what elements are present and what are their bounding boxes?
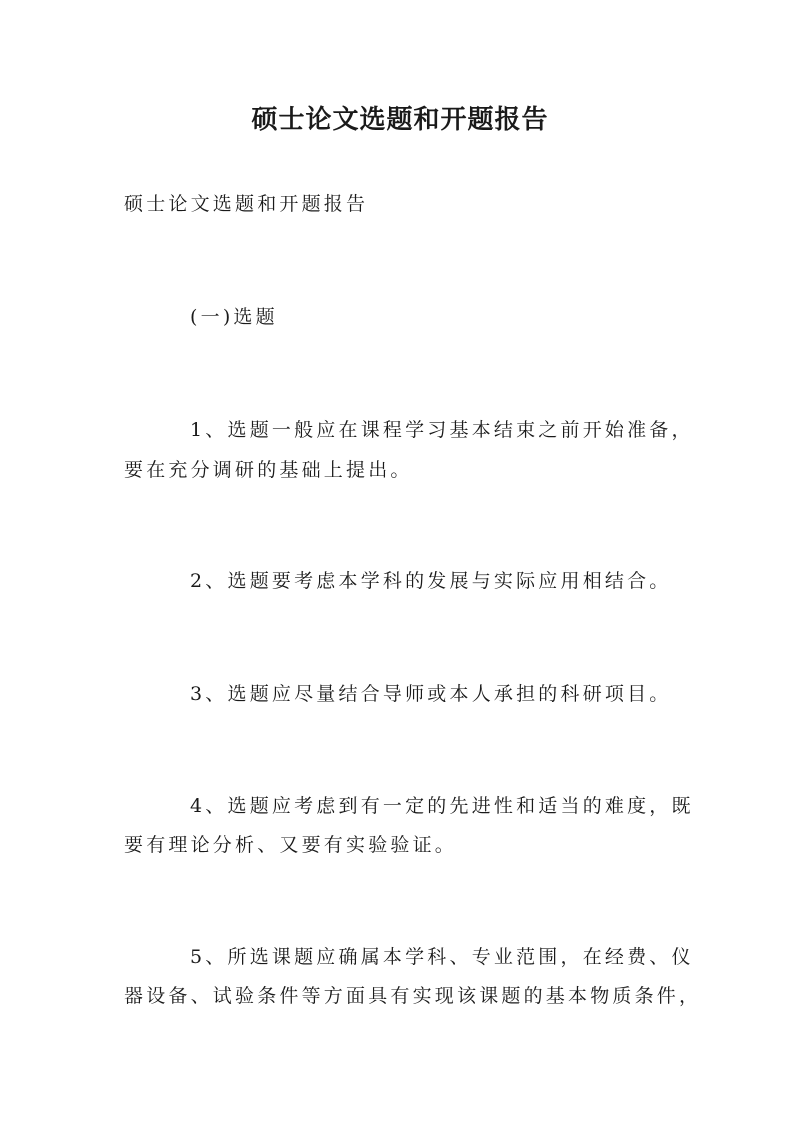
paragraph-4-line-1: 4、选题应考虑到有一定的先进性和适当的难度，既 — [190, 795, 694, 817]
paragraph-1-line-1: 1、选题一般应在课程学习基本结束之前开始准备， — [190, 419, 694, 441]
paragraph-2: 2、选题要考虑本学科的发展与实际应用相结合。 — [190, 570, 672, 592]
paragraph-5-line-1: 5、所选课题应确属本学科、专业范围，在经费、仪 — [190, 946, 694, 968]
document-title: 硕士论文选题和开题报告 — [251, 105, 549, 135]
section-heading: (一)选题 — [190, 306, 278, 328]
document-subtitle: 硕士论文选题和开题报告 — [124, 193, 369, 215]
paragraph-3: 3、选题应尽量结合导师或本人承担的科研项目。 — [190, 683, 672, 705]
paragraph-1-line-2: 要在充分调研的基础上提出。 — [124, 459, 413, 481]
paragraph-5-line-2: 器设备、试验条件等方面具有实现该课题的基本物质条件， — [124, 985, 702, 1007]
paragraph-4-line-2: 要有理论分析、又要有实验验证。 — [124, 834, 458, 856]
